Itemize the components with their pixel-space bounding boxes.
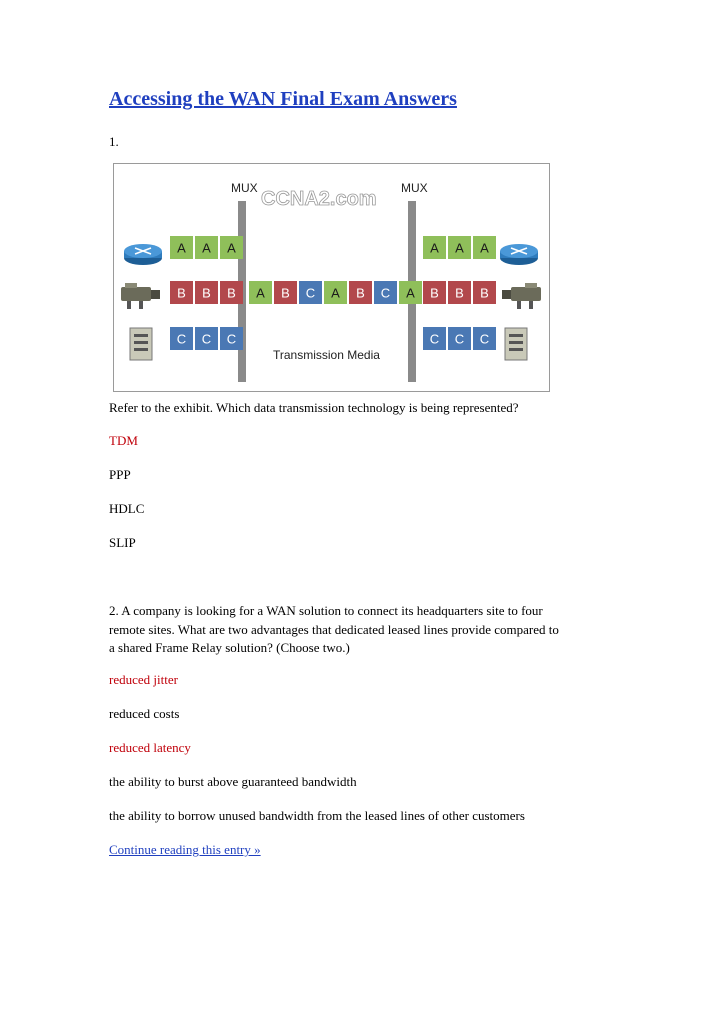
stream-cell-2-label: B (281, 285, 290, 301)
q1-answer-2: PPP (109, 467, 131, 482)
stream-cell-3-label: C (305, 285, 316, 301)
q2-answer-4: the ability to burst above guaranteed bandwidth (109, 774, 357, 789)
page-title: Accessing the WAN Final Exam Answers (109, 88, 457, 110)
watermark-text: CCNA2.com (261, 188, 377, 210)
q1-answer-1: TDM (109, 433, 138, 448)
left-row-3-cell-2-label: C (201, 331, 212, 347)
left-row-3-cell-3-label: C (226, 331, 237, 347)
stream-cell-7-label: A (406, 285, 415, 301)
mux-left-label: MUX (231, 181, 258, 195)
left-row-1-cell-2-label: A (202, 240, 211, 256)
q2-answer-2: reduced costs (109, 706, 180, 721)
right-row-1-cell-3-label: A (480, 240, 489, 256)
q1-answer-3: HDLC (109, 501, 145, 516)
right-row-3-cell-2-label: C (454, 331, 465, 347)
right-row-2-cell-3-label: B (480, 285, 489, 301)
question-2-line-2: remote sites. What are two advantages that dedicated leased lines provide compared to (109, 622, 559, 637)
router-icon-left (124, 244, 162, 265)
left-row-2-cell-2-label: B (202, 285, 211, 301)
server-icon-left (130, 328, 152, 360)
left-row-2-cell-1-label: B (177, 285, 186, 301)
question-2-line-3: a shared Frame Relay solution? (Choose two.) (109, 640, 350, 655)
question-1-number: 1. (109, 134, 119, 149)
left-row-1-cell-3-label: A (227, 240, 236, 256)
right-row-3-cell-1-label: C (429, 331, 440, 347)
mux-right-label: MUX (401, 181, 428, 195)
stream-cell-1-label: A (256, 285, 265, 301)
question-1-text: Refer to the exhibit. Which data transmission technology is being represented? (109, 400, 519, 415)
left-row-1-cell-1-label: A (177, 240, 186, 256)
stream-cell-6-label: C (380, 285, 391, 301)
stream-cell-5-label: B (356, 285, 365, 301)
exhibit-mux-diagram (113, 163, 550, 392)
left-row-2-cell-3-label: B (227, 285, 236, 301)
right-row-3-cell-3-label: C (479, 331, 490, 347)
left-row-3-cell-1-label: C (176, 331, 187, 347)
continue-reading-link[interactable]: Continue reading this entry » (109, 842, 261, 857)
q2-answer-3: reduced latency (109, 740, 191, 755)
question-2-line-1: 2. A company is looking for a WAN solution to connect its headquarters site to four (109, 603, 543, 618)
right-row-1-cell-2-label: A (455, 240, 464, 256)
server-icon-right (505, 328, 527, 360)
q1-answer-4: SLIP (109, 535, 136, 550)
q2-answer-1: reduced jitter (109, 672, 178, 687)
q2-answer-5: the ability to borrow unused bandwidth from the leased lines of other customers (109, 808, 525, 823)
router-icon-right (500, 244, 538, 265)
right-row-2-cell-1-label: B (430, 285, 439, 301)
right-row-1-cell-1-label: A (430, 240, 439, 256)
transmission-media-label: Transmission Media (273, 348, 380, 362)
right-row-2-cell-2-label: B (455, 285, 464, 301)
stream-cell-4-label: A (331, 285, 340, 301)
